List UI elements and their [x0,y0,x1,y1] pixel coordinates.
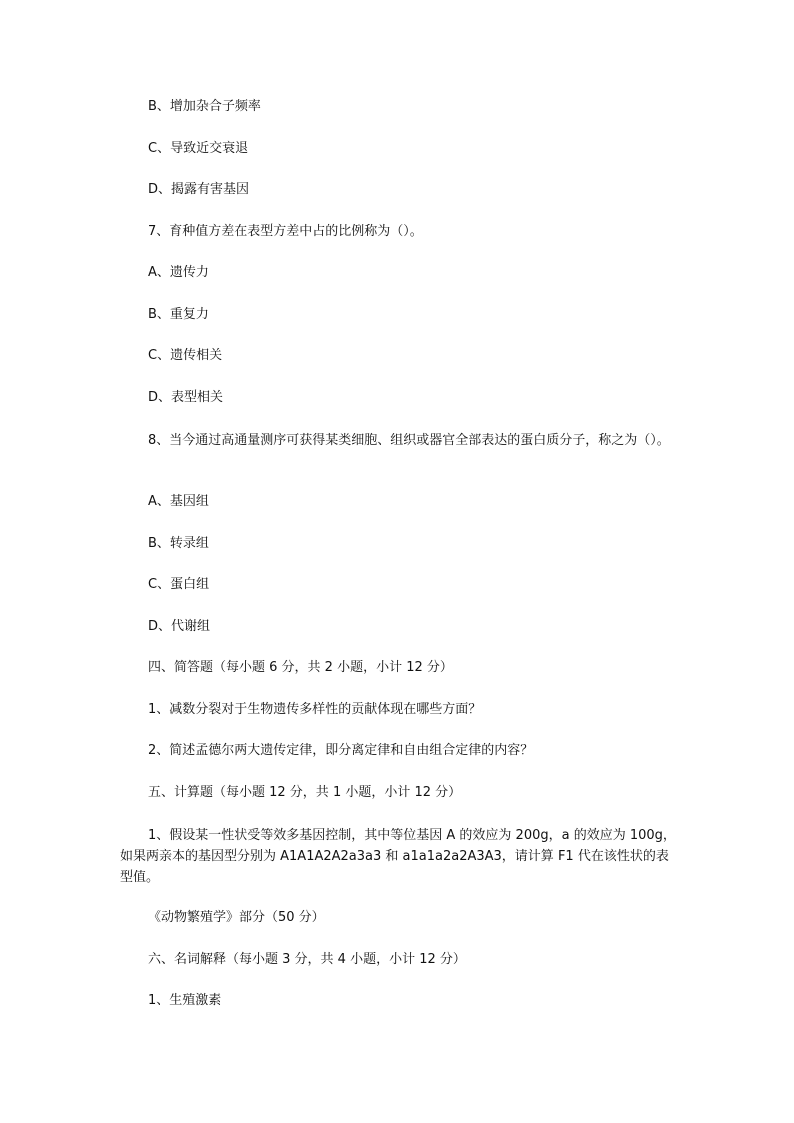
q6-option-d: D、揭露有害基因 [148,182,250,197]
q7-option-b: B、重复力 [148,307,209,322]
q8-option-c: C、蛋白组 [148,577,210,592]
section-5-heading: 五、计算题（每小题 12 分，共 1 小题，小计 12 分） [148,785,462,800]
q6-option-c: C、导致近交衰退 [148,141,249,156]
section-6-question-1: 1、生殖激素 [148,993,222,1008]
section-4-question-1: 1、减数分裂对于生物遗传多样性的贡献体现在哪些方面？ [148,702,482,717]
section-5-question-1: 1、假设某一性状受等效多基因控制，其中等位基因 A 的效应为 200g，a 的效应为 100g，如果两亲本的基因型分别为 A1A1A2A2a3a3 和 a1a1a2a2A3A3，请计算 F1 代在该性状的表型值。 [120,828,676,885]
q8-option-a: A、基因组 [148,494,209,509]
part-heading: 《动物繁殖学》部分（50 分） [148,910,325,925]
q6-option-b: B、增加杂合子频率 [148,99,261,114]
section-4-heading: 四、简答题（每小题 6 分，共 2 小题，小计 12 分） [148,660,453,675]
section-6-heading: 六、名词解释（每小题 3 分，共 4 小题，小计 12 分） [148,952,466,967]
q8-question: 8、当今通过高通量测序可获得某类细胞、组织或器官全部表达的蛋白质分子，称之为（）。 [148,433,670,448]
q7-option-d: D、表型相关 [148,390,224,405]
q7-question: 7、育种值方差在表型方差中占的比例称为（）。 [148,224,423,239]
q8-option-b: B、转录组 [148,536,209,551]
q7-option-c: C、遗传相关 [148,348,223,363]
q7-option-a: A、遗传力 [148,265,209,280]
section-4-question-2: 2、简述孟德尔两大遗传定律，即分离定律和自由组合定律的内容？ [148,743,534,758]
q8-option-d: D、代谢组 [148,619,211,634]
